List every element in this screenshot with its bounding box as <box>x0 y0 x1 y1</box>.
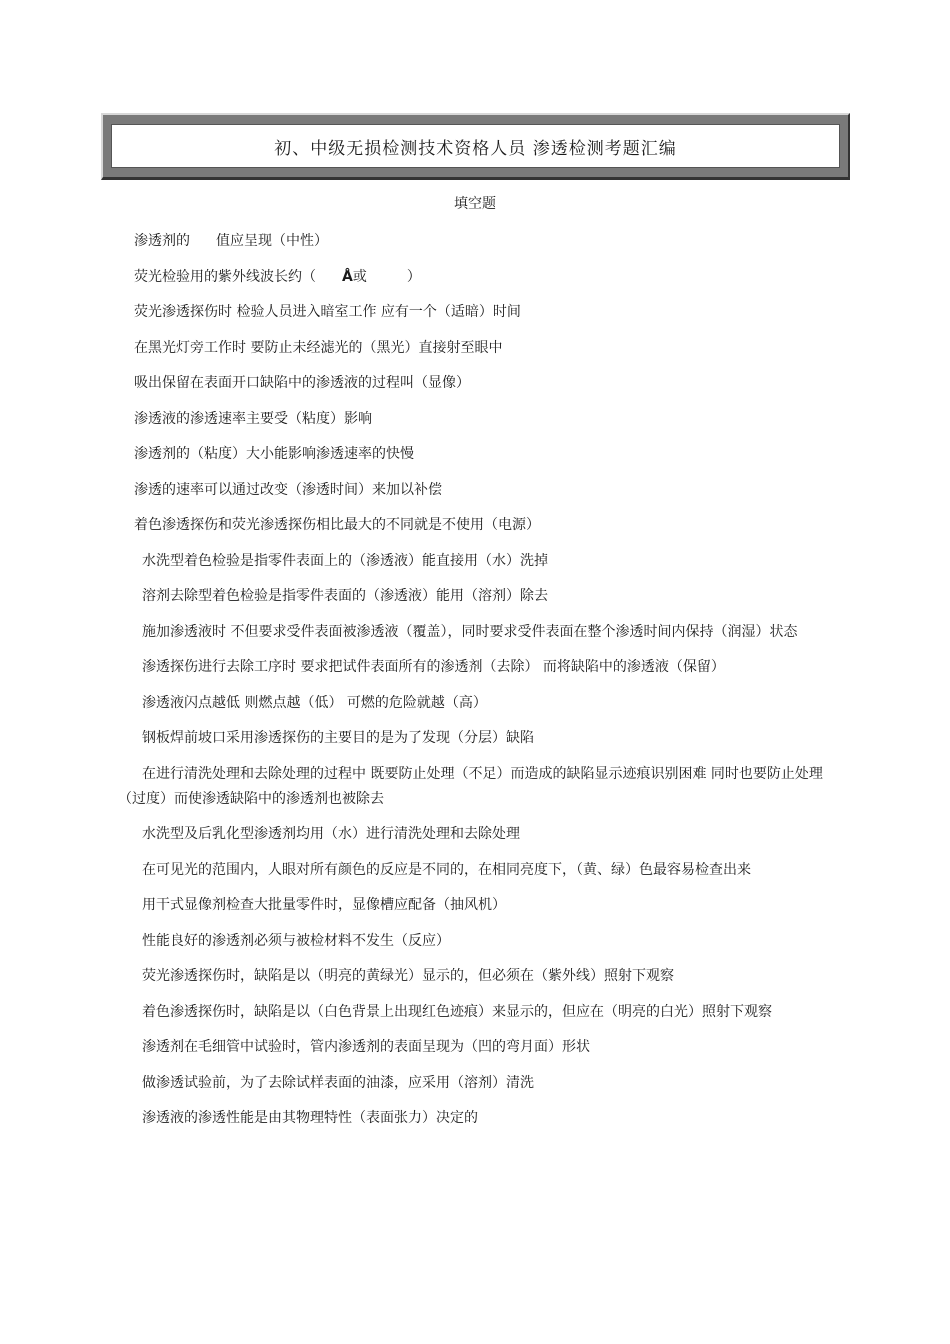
list-item: 荧光检验用的紫外线波长约（ Å或 ） <box>134 268 421 285</box>
list-item: 渗透液闪点越低 则燃点越（低） 可燃的危险就越（高） <box>142 694 487 711</box>
list-item: 用干式显像剂检查大批量零件时，显像槽应配备（抽风机） <box>142 897 506 913</box>
list-item: 渗透剂的 值应呈现（中性） <box>134 233 328 249</box>
list-item: 水洗型着色检验是指零件表面上的（渗透液）能直接用（水）洗掉 <box>142 552 548 569</box>
angstrom-symbol: Å <box>342 268 353 285</box>
list-item: 渗透剂的（粘度）大小能影响渗透速率的快慢 <box>134 446 414 462</box>
list-item: 在可见光的范围内，人眼对所有颜色的反应是不同的，在相同亮度下，（黄、绿）色最容易检查出来 <box>142 861 751 878</box>
list-item: 着色渗透探伤时，缺陷是以（白色背景上出现红色迹痕）来显示的，但应在（明亮的白光）照射下观察 <box>142 1003 772 1020</box>
document-title: 初、中级无损检测技术资格人员 渗透检测考题汇编 <box>274 138 677 159</box>
list-item: 性能良好的渗透剂必须与被检材料不发生（反应） <box>142 932 450 949</box>
list-item: 荧光渗透探伤时，缺陷是以（明亮的黄绿光）显示的，但必须在（紫外线）照射下观察 <box>142 968 674 984</box>
list-item: 做渗透试验前，为了去除试样表面的油漆，应采用（溶剂）清洗 <box>142 1074 534 1091</box>
list-item: 着色渗透探伤和荧光渗透探伤相比最大的不同就是不使用（电源） <box>134 517 540 533</box>
section-title: 填空题 <box>454 196 496 212</box>
list-item: 渗透液的渗透速率主要受（粘度）影响 <box>134 410 372 427</box>
question-list <box>118 229 834 1142</box>
list-item: 渗透探伤进行去除工序时 要求把试件表面所有的渗透剂（去除） 而将缺陷中的渗透液（保留） <box>142 659 725 675</box>
list-item: 渗透液的渗透性能是由其物理特性（表面张力）决定的 <box>142 1110 478 1126</box>
list-item: 吸出保留在表面开口缺陷中的渗透液的过程叫（显像） <box>134 375 470 391</box>
list-item: 水洗型及后乳化型渗透剂均用（水）进行清洗处理和去除处理 <box>142 826 520 842</box>
list-item: 施加渗透液时 不但要求受件表面被渗透液（覆盖），同时要求受件表面在整个渗透时间内保持（润湿）状态 <box>142 623 798 640</box>
list-item: 溶剂去除型着色检验是指零件表面的（渗透液）能用（溶剂）除去 <box>142 588 548 604</box>
list-item: 钢板焊前坡口采用渗透探伤的主要目的是为了发现（分层）缺陷 <box>142 730 534 746</box>
title-box <box>111 124 840 168</box>
list-item: 在黑光灯旁工作时 要防止未经滤光的（黑光）直接射至眼中 <box>134 339 503 356</box>
list-item: 在进行清洗处理和去除处理的过程中 既要防止处理（不足）而造成的缺陷显示迹痕识别困难 同时也要防止处理（过度）而使渗透缺陷中的渗透剂也被除去 <box>118 765 823 807</box>
list-item: 荧光渗透探伤时 检验人员进入暗室工作 应有一个（适暗）时间 <box>134 304 521 320</box>
title-frame <box>101 113 850 180</box>
list-item: 渗透的速率可以通过改变（渗透时间）来加以补偿 <box>134 481 442 498</box>
list-item: 渗透剂在毛细管中试验时，管内渗透剂的表面呈现为（凹的弯月面）形状 <box>142 1039 590 1055</box>
